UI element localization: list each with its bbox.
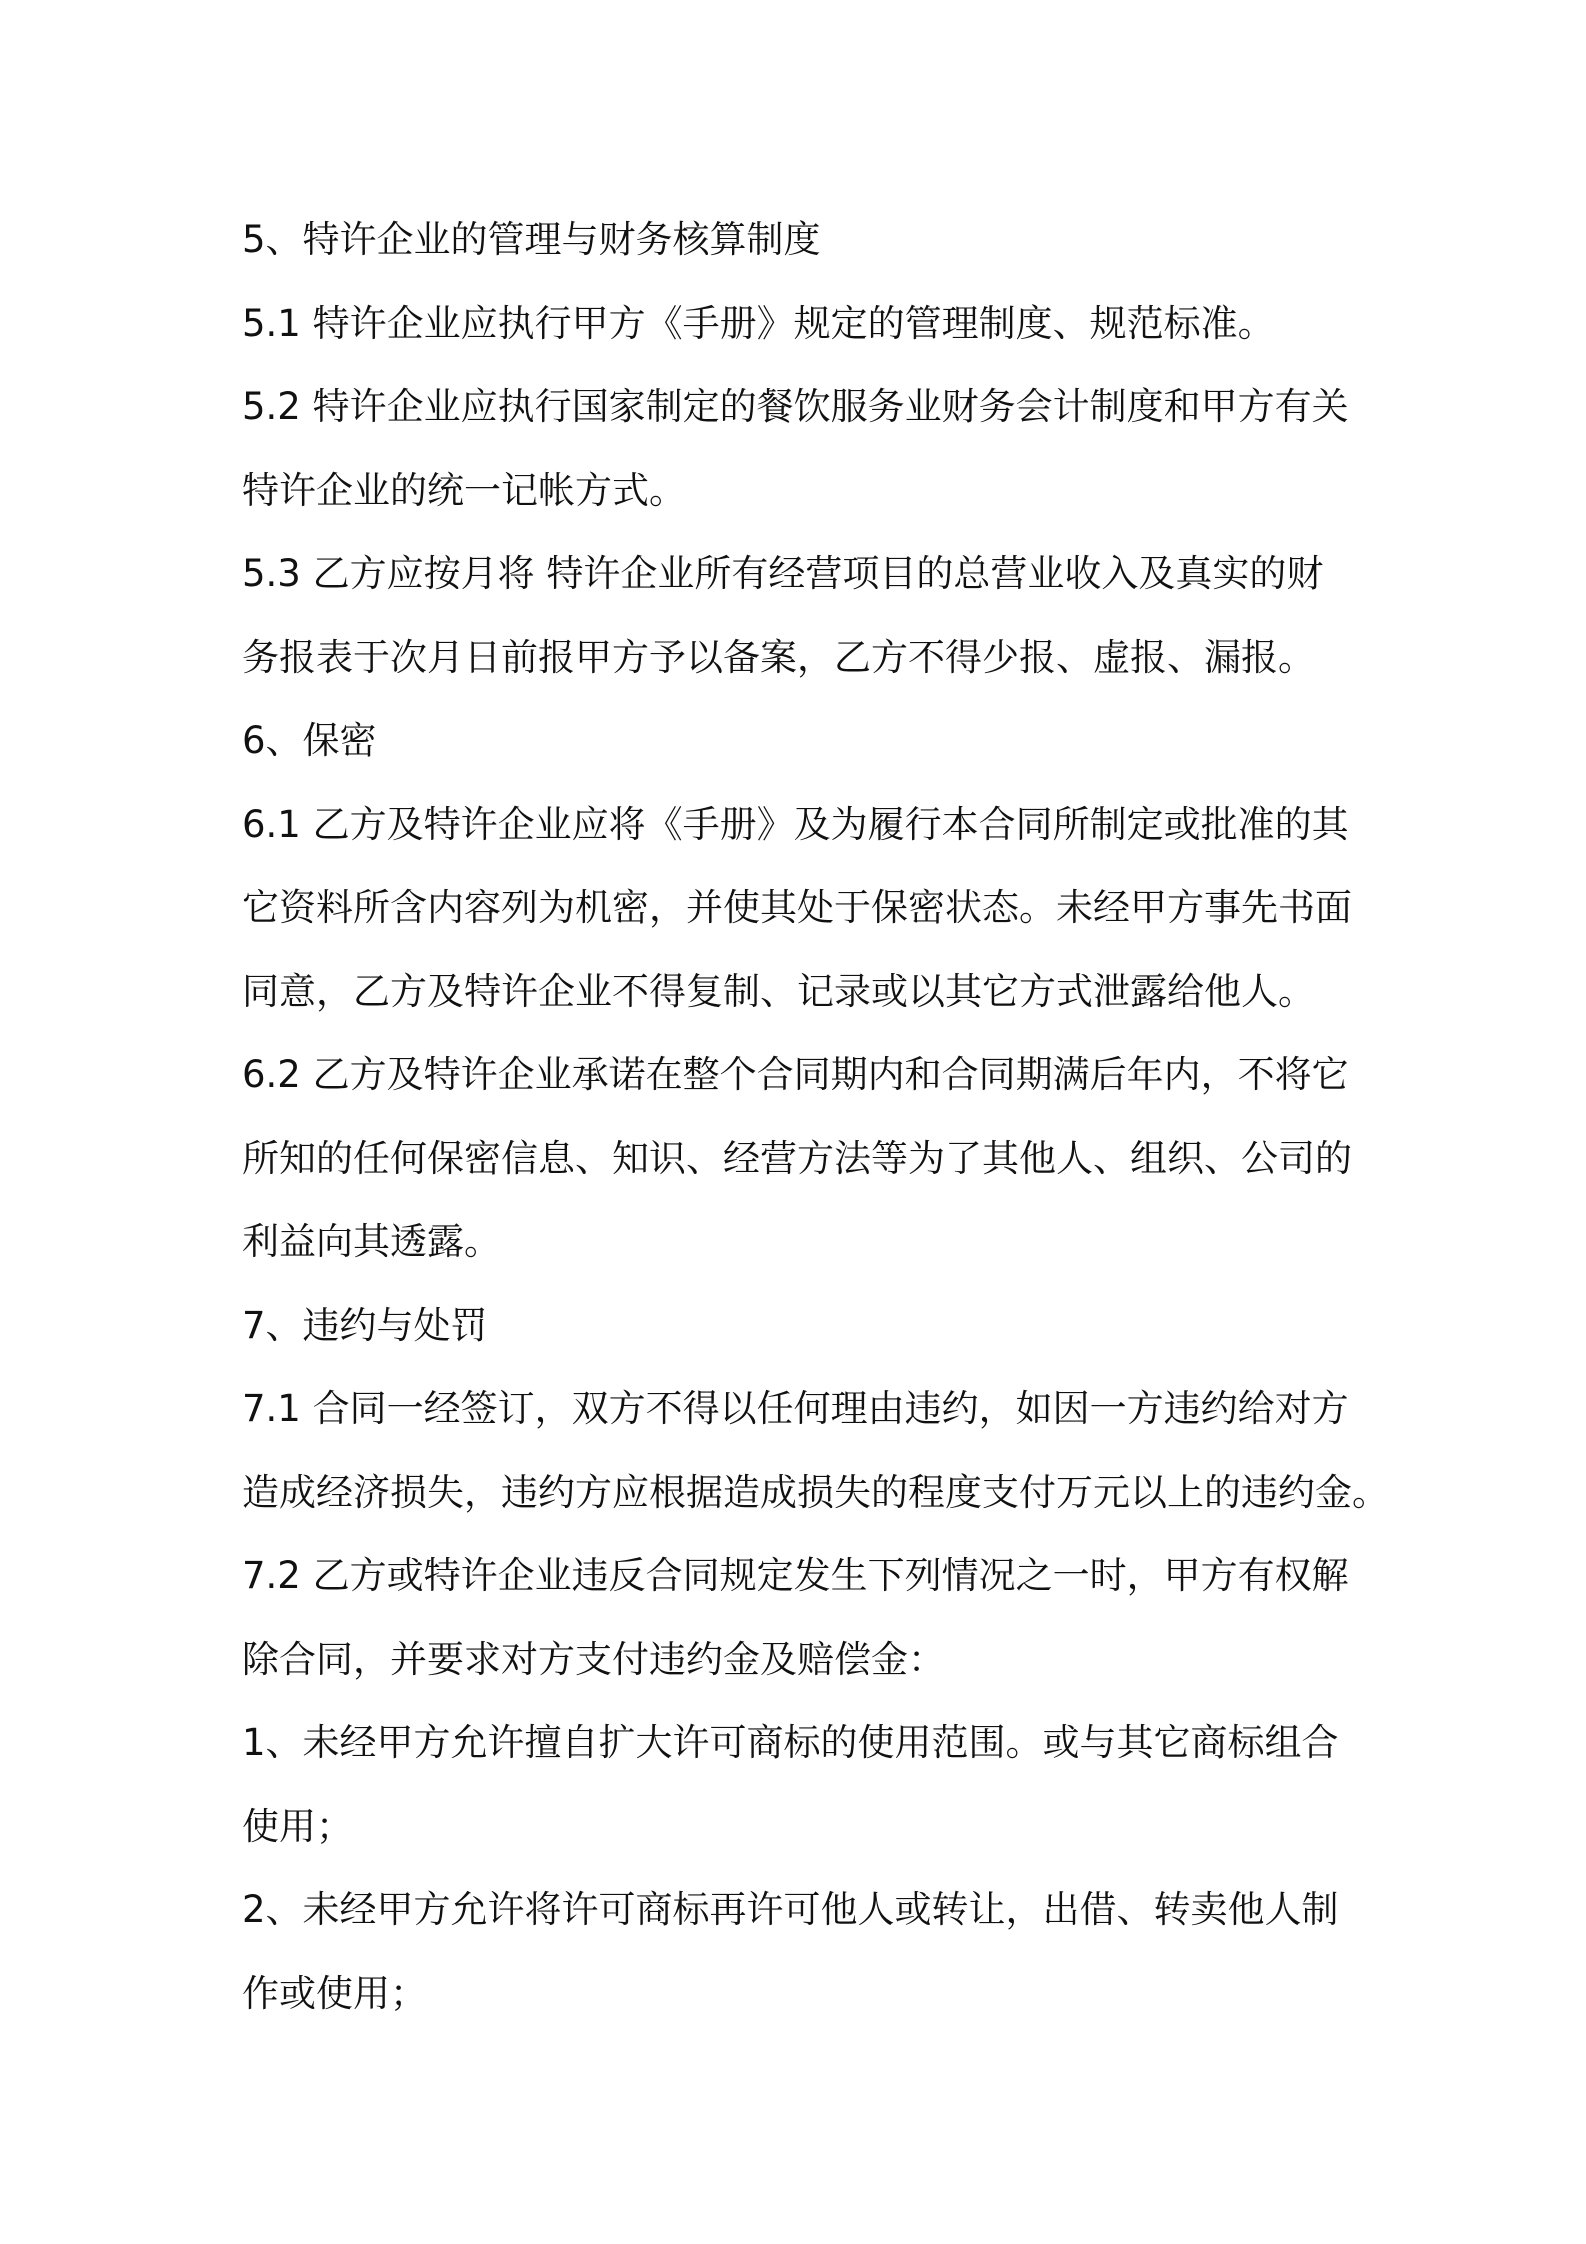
- clause-6-1-line-1: 6.1 乙方及特许企业应将《手册》及为履行本合同所制定或批准的其: [242, 802, 1349, 846]
- section-7-heading: 7、违约与处罚: [242, 1303, 488, 1347]
- section-6-heading: 6、保密: [242, 719, 377, 762]
- clause-5-1: 5.1 特许企业应执行甲方《手册》规定的管理制度、规范标准。: [242, 301, 1275, 345]
- contract-body-text: [242, 198, 1389, 2035]
- clause-7-2-line-2: 除合同，并要求对方支付违约金及赔偿金：: [242, 1637, 945, 1681]
- clause-5-3-line-1: 5.3 乙方应按月将 特许企业所有经营项目的总营业收入及真实的财: [242, 552, 1324, 595]
- list-item-2-line-1: 2、未经甲方允许将许可商标再许可他人或转让，出借、转卖他人制: [242, 1888, 1339, 1931]
- clause-5-2-line-2: 特许企业的统一记帐方式。: [242, 468, 686, 512]
- clause-5-2-line-1: 5.2 特许企业应执行国家制定的餐饮服务业财务会计制度和甲方有关: [242, 385, 1349, 428]
- list-item-1-line-2: 使用；: [242, 1804, 353, 1848]
- clause-6-2-line-3: 利益向其透露。: [242, 1220, 501, 1263]
- clause-7-1-line-1: 7.1 合同一经签订，双方不得以任何理由违约，如因一方违约给对方: [242, 1387, 1349, 1430]
- clause-7-2-line-1: 7.2 乙方或特许企业违反合同规定发生下列情况之一时，甲方有权解: [242, 1554, 1349, 1597]
- clause-5-3-line-2: 务报表于次月日前报甲方予以备案，乙方不得少报、虚报、漏报。: [242, 635, 1315, 679]
- clause-6-1-line-3: 同意，乙方及特许企业不得复制、记录或以其它方式泄露给他人。: [242, 969, 1315, 1013]
- section-5-heading: 5、特许企业的管理与财务核算制度: [242, 218, 821, 261]
- list-item-1-line-1: 1、未经甲方允许擅自扩大许可商标的使用范围。或与其它商标组合: [242, 1721, 1339, 1764]
- clause-6-1-line-2: 它资料所含内容列为机密，并使其处于保密状态。未经甲方事先书面: [242, 886, 1352, 929]
- clause-6-2-line-2: 所知的任何保密信息、知识、经营方法等为了其他人、组织、公司的: [242, 1136, 1352, 1180]
- clause-7-1-line-2: 造成经济损失，违约方应根据造成损失的程度支付万元以上的违约金。: [242, 1470, 1389, 1514]
- clause-6-2-line-1: 6.2 乙方及特许企业承诺在整个合同期内和合同期满后年内，不将它: [242, 1053, 1349, 1096]
- list-item-2-line-2: 作或使用；: [242, 1971, 427, 2015]
